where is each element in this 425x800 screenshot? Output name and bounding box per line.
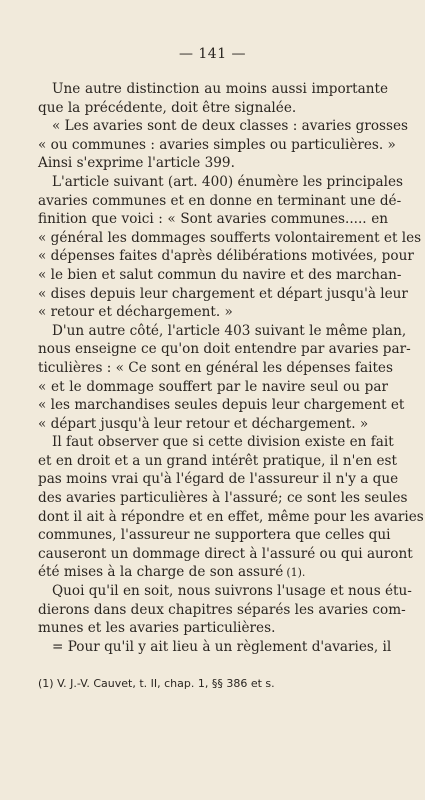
text-line: [38, 136, 396, 155]
text-line: [38, 303, 388, 322]
text-line: [38, 173, 403, 192]
text-line: [38, 266, 402, 285]
line-text: « les marchandises seules depuis leur chargement et: [38, 397, 405, 414]
text-line: [38, 508, 424, 527]
line-text: « général les dommages soufferts volontairement et les: [38, 229, 422, 246]
line-text: « retour et déchargement. »: [38, 304, 233, 321]
page-number: — 141 —: [178, 46, 247, 62]
line-text: « et le dommage souffert par le navire seul ou par: [38, 378, 388, 395]
text-line: [38, 582, 412, 601]
line-text: « dépenses faites d'après délibérations motivées, pour: [38, 248, 414, 265]
line-text: avaries communes et en donne en terminant une dé-: [38, 192, 402, 209]
footnote: (1) V. J.-V. Cauvet, t. II, chap. 1, §§ 386 et s.: [38, 677, 275, 690]
text-line: [38, 285, 408, 304]
text-line: [38, 154, 388, 173]
text-line: [38, 378, 388, 397]
line-text: « le bien et salut commun du navire et des marchan-: [38, 266, 402, 283]
line-text: « dises depuis leur chargement et départ jusqu'à leur: [38, 285, 408, 302]
text-line: [38, 619, 388, 638]
text-line: [38, 563, 388, 582]
text-line: [38, 117, 409, 136]
line-text: et en droit et a un grand intérêt pratique, il n'en est: [38, 452, 397, 469]
text-line: [38, 229, 422, 248]
text-line: [38, 601, 406, 620]
text-line: [38, 489, 408, 508]
line-text: D'un autre côté, l'article 403 suivant le même plan,: [52, 322, 407, 339]
text-line: [38, 80, 388, 99]
line-text: nous enseigne ce qu'on doit entendre par avaries par-: [38, 341, 411, 358]
line-text: que la précédente, doit être signalée.: [38, 99, 297, 116]
line-text: Quoi qu'il en soit, nous suivrons l'usage et nous étu-: [52, 583, 412, 600]
line-text: dierons dans deux chapitres séparés les avaries com-: [38, 601, 406, 618]
line-text: « ou communes : avaries simples ou particulières. »: [38, 136, 396, 153]
text-line: [38, 415, 388, 434]
line-text: Il faut observer que si cette division existe en fait: [52, 434, 394, 451]
line-text: dont il ait à répondre et en effet, même pour les avaries: [38, 508, 424, 525]
body-text: [38, 80, 424, 656]
line-text: été mises à la charge de son assuré: [38, 564, 284, 581]
text-line: [38, 396, 405, 415]
line-text: ticulières : « Ce sont en général les dépenses faites: [38, 359, 393, 376]
line-text: Ainsi s'exprime l'article 399.: [38, 155, 235, 172]
text-line: [38, 359, 393, 378]
text-line: [38, 99, 388, 118]
line-text: « Les avaries sont de deux classes : avaries grosses: [52, 118, 409, 135]
text-line: [38, 526, 391, 545]
footnote-ref: (1).: [286, 566, 306, 580]
line-text: = Pour qu'il y ait lieu à un règlement d'avaries, il: [52, 638, 392, 655]
text-line: [38, 545, 413, 564]
text-line: [38, 192, 402, 211]
text-line: [38, 452, 397, 471]
line-text: causeront un dommage direct à l'assuré ou qui auront: [38, 545, 413, 562]
line-text: L'article suivant (art. 400) énumère les principales: [52, 173, 403, 190]
text-line: [38, 247, 414, 266]
text-line: [38, 638, 392, 657]
line-text: pas moins vrai qu'à l'égard de l'assureur il n'y a que: [38, 471, 399, 488]
text-line: [38, 322, 407, 341]
line-text: finition que voici : « Sont avaries communes..... en: [38, 211, 388, 228]
text-line: [38, 210, 388, 229]
line-text: munes et les avaries particulières.: [38, 620, 276, 637]
line-text: « départ jusqu'à leur retour et déchargement. »: [38, 415, 369, 432]
text-line: [38, 340, 411, 359]
line-text: Une autre distinction au moins aussi importante: [52, 81, 388, 97]
line-text: communes, l'assureur ne supportera que celles qui: [38, 527, 391, 544]
text-line: [38, 470, 399, 489]
line-text: des avaries particulières à l'assuré; ce sont les seules: [38, 490, 408, 507]
text-line: [38, 433, 394, 452]
